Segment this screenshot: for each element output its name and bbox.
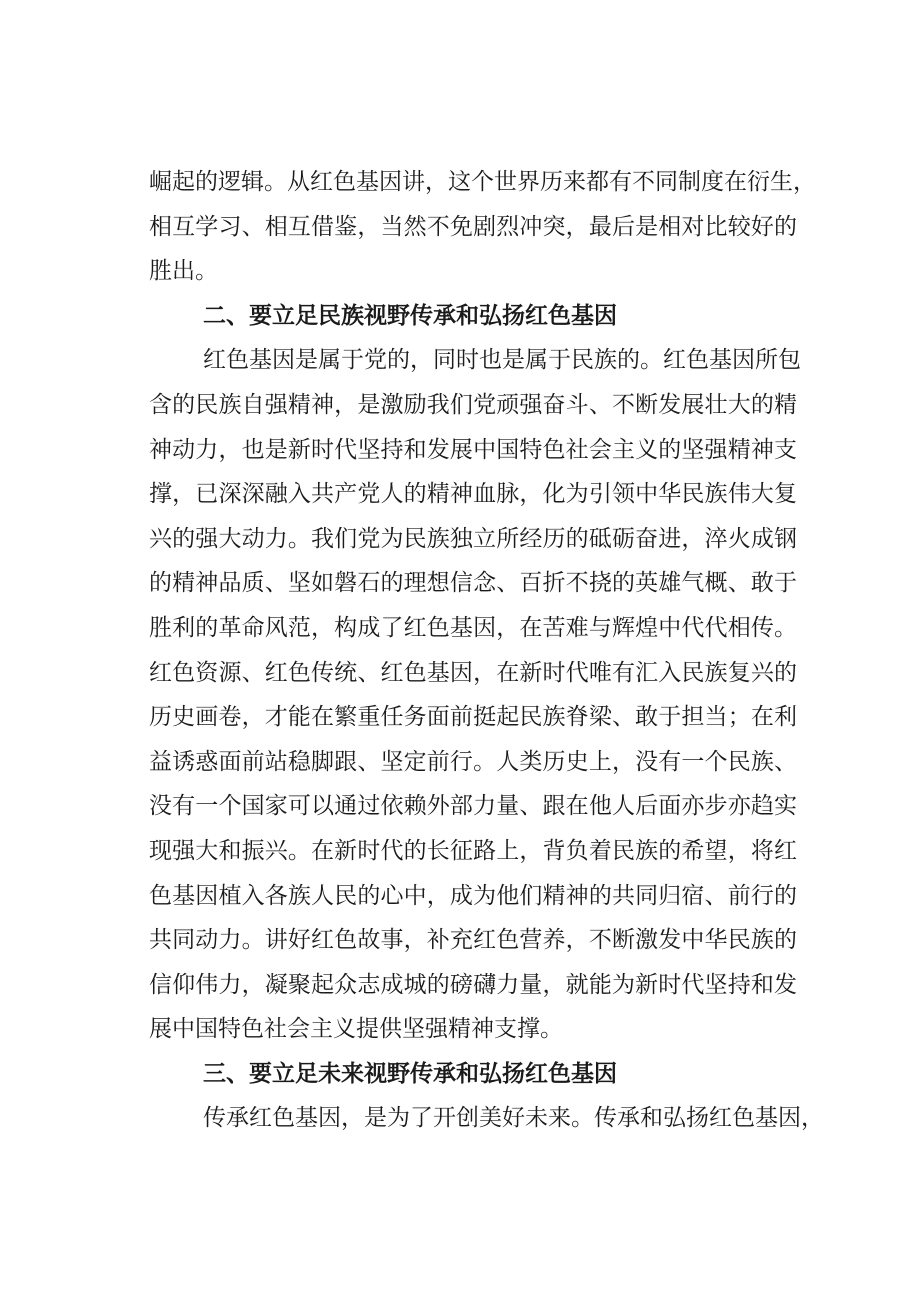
text-line: 信仰伟力，凝聚起众志成城的磅礴力量，就能为新时代坚持和发 bbox=[149, 971, 797, 998]
section-heading bbox=[149, 294, 797, 339]
section-heading bbox=[149, 1052, 797, 1097]
text-line: 的精神品质、坚如磐石的理想信念、百折不挠的英雄气概、敢于 bbox=[149, 570, 797, 597]
text-line: 撑，已深深融入共产党人的精神血脉，化为引领中华民族伟大复 bbox=[149, 481, 797, 508]
text-line: 相互学习、相互借鉴，当然不免剧烈冲突，最后是相对比较好的 bbox=[149, 213, 797, 240]
text-line: 胜利的革命风范，构成了红色基因，在苦难与辉煌中代代相传。 bbox=[149, 614, 797, 641]
text-line: 崛起的逻辑。从红色基因讲，这个世界历来都有不同制度在衍生， bbox=[149, 169, 816, 195]
text-line: 兴的强大动力。我们党为民族独立所经历的砥砺奋进，淬火成钢 bbox=[149, 525, 797, 552]
text-line: 益诱惑面前站稳脚跟、坚定前行。人类历史上，没有一个民族、 bbox=[149, 748, 797, 775]
text-line: 红色基因是属于党的，同时也是属于民族的。红色基因所包 bbox=[203, 347, 801, 374]
text-line: 没有一个国家可以通过依赖外部力量、跟在他人后面亦步亦趋实 bbox=[149, 793, 797, 820]
document-body bbox=[149, 160, 824, 1141]
paragraph bbox=[149, 160, 816, 294]
heading-line: 三、要立足未来视野传承和弘扬红色基因 bbox=[203, 1060, 617, 1087]
text-line: 神动力，也是新时代坚持和发展中国特色社会主义的坚强精神支 bbox=[149, 436, 797, 463]
paragraph bbox=[149, 338, 801, 1052]
heading-line: 二、要立足民族视野传承和弘扬红色基因 bbox=[203, 302, 617, 329]
text-line: 色基因植入各族人民的心中，成为他们精神的共同归宿、前行的 bbox=[149, 882, 797, 909]
text-line: 展中国特色社会主义提供坚强精神支撑。 bbox=[149, 1016, 563, 1043]
text-line: 历史画卷，才能在繁重任务面前挺起民族脊梁、敢于担当；在利 bbox=[149, 704, 797, 731]
text-line: 传承红色基因，是为了开创美好未来。传承和弘扬红色基因， bbox=[203, 1105, 824, 1132]
text-line: 现强大和振兴。在新时代的长征路上，背负着民族的希望，将红 bbox=[149, 837, 797, 864]
paragraph bbox=[149, 1096, 824, 1141]
text-line: 共同动力。讲好红色故事，补充红色营养，不断激发中华民族的 bbox=[149, 927, 797, 954]
text-line: 胜出。 bbox=[149, 258, 218, 285]
text-line: 红色资源、红色传统、红色基因，在新时代唯有汇入民族复兴的 bbox=[149, 659, 797, 686]
text-line: 含的民族自强精神，是激励我们党顽强奋斗、不断发展壮大的精 bbox=[149, 391, 797, 418]
